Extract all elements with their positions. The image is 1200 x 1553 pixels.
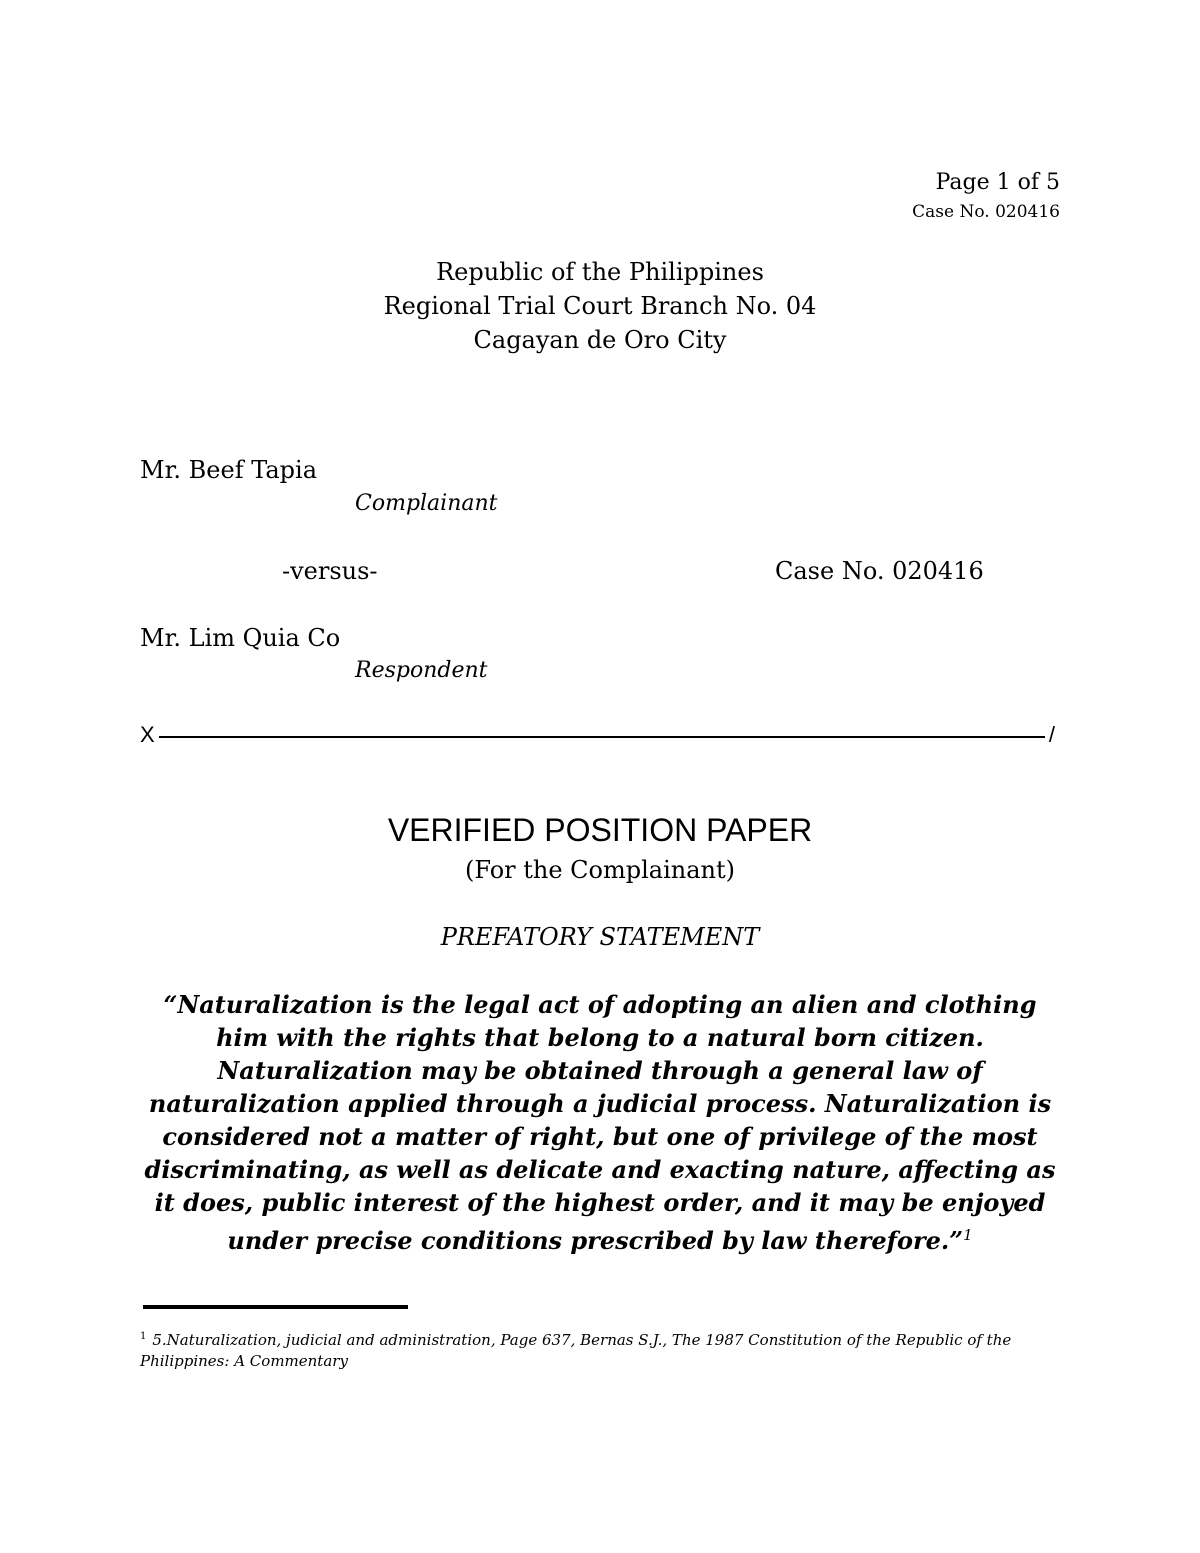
- complainant-role: Complainant: [355, 491, 498, 516]
- footnote-rule: [143, 1305, 408, 1309]
- footnote-text: 5.Naturalization, judicial and administration, Page 637, Bernas S.J., The 1987 Constitution of the Republic of the Philippines: A Commentary: [140, 1331, 1012, 1370]
- footnote: [140, 1326, 1060, 1372]
- court-city: Cagayan de Oro City: [473, 326, 727, 354]
- separator-start: X: [140, 722, 155, 747]
- separator-end: /: [1048, 722, 1055, 747]
- caption-separator: [140, 722, 1055, 748]
- versus-label: -versus-: [282, 557, 378, 585]
- header-case-number: Case No. 020416: [912, 202, 1060, 222]
- quote-footnote-marker: 1: [963, 1226, 973, 1244]
- respondent-role: Respondent: [355, 658, 488, 683]
- footnote-marker: 1: [140, 1331, 147, 1342]
- respondent-name: Mr. Lim Quia Co: [140, 624, 341, 652]
- document-subtitle: (For the Complainant): [464, 856, 735, 884]
- section-heading: PREFATORY STATEMENT: [440, 923, 760, 951]
- court-republic: Republic of the Philippines: [436, 258, 764, 286]
- document-title: VERIFIED POSITION PAPER: [387, 812, 813, 848]
- complainant-name: Mr. Beef Tapia: [140, 456, 318, 484]
- page-number: Page 1 of 5: [935, 170, 1060, 195]
- separator-line: [159, 736, 1045, 738]
- caption-case-number: Case No. 020416: [775, 557, 984, 585]
- prefatory-quote: [140, 988, 1060, 1257]
- court-heading: [0, 255, 1200, 357]
- court-branch: Regional Trial Court Branch No. 04: [383, 292, 817, 320]
- quote-text: “Naturalization is the legal act of adopting an alien and clothing him with the rights that belong to a natural born citizen. Naturalization may be obtained through a general law of naturalization applied through a judicial process. Naturalization is considered not a matter of right, but one of privilege of the most discriminating, as well as delicate and exacting nature, affecting as it does, public interest of the highest order, and it may be enjoyed under precise conditions prescribed by law therefore.”: [144, 990, 1056, 1255]
